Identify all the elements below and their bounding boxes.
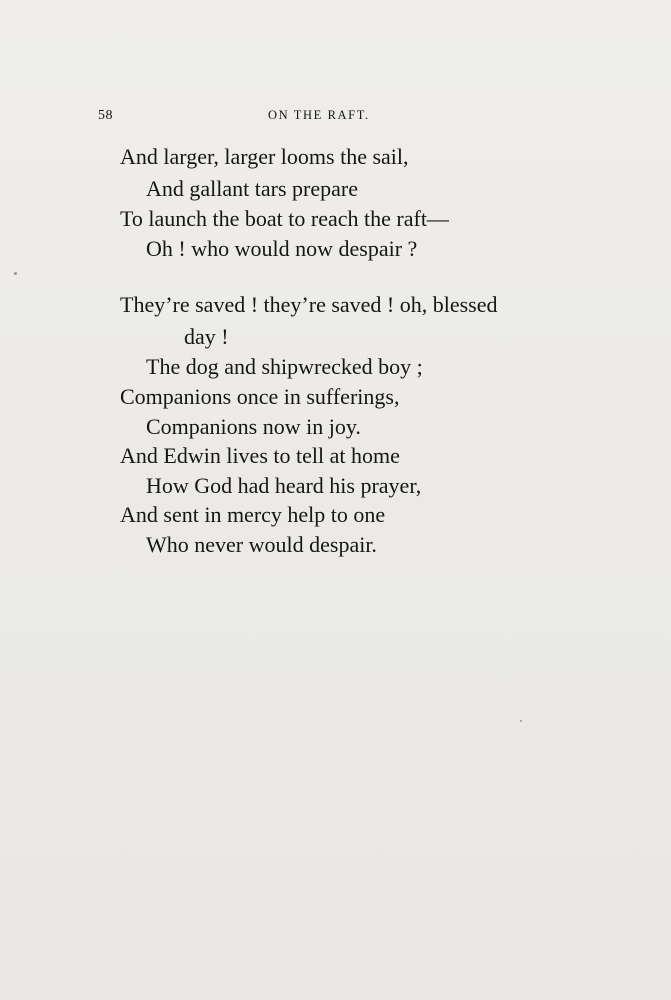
poem-line: And larger, larger looms the sail, bbox=[120, 144, 409, 169]
paper-speck bbox=[14, 272, 17, 275]
poem-line: How God had heard his prayer, bbox=[146, 473, 422, 498]
poem-line: The dog and shipwrecked boy ; bbox=[146, 354, 423, 379]
poem-line: Companions now in joy. bbox=[146, 414, 361, 439]
poem-line: Companions once in sufferings, bbox=[120, 384, 400, 409]
poem-line: They’re saved ! they’re saved ! oh, blessed bbox=[120, 292, 498, 317]
paper-speck bbox=[520, 720, 522, 722]
poem-line: day ! bbox=[184, 324, 229, 349]
page-number: 58 bbox=[98, 108, 113, 123]
running-title: ON THE RAFT. bbox=[268, 108, 370, 122]
poem-line: And sent in mercy help to one bbox=[120, 502, 386, 527]
poem-line: And Edwin lives to tell at home bbox=[120, 443, 400, 468]
poem-line: Oh ! who would now despair ? bbox=[146, 236, 418, 261]
running-head bbox=[0, 108, 671, 128]
poem-line: To launch the boat to reach the raft— bbox=[120, 206, 449, 231]
poem-line: Who never would despair. bbox=[146, 532, 377, 557]
poem-line: And gallant tars prepare bbox=[146, 176, 358, 201]
